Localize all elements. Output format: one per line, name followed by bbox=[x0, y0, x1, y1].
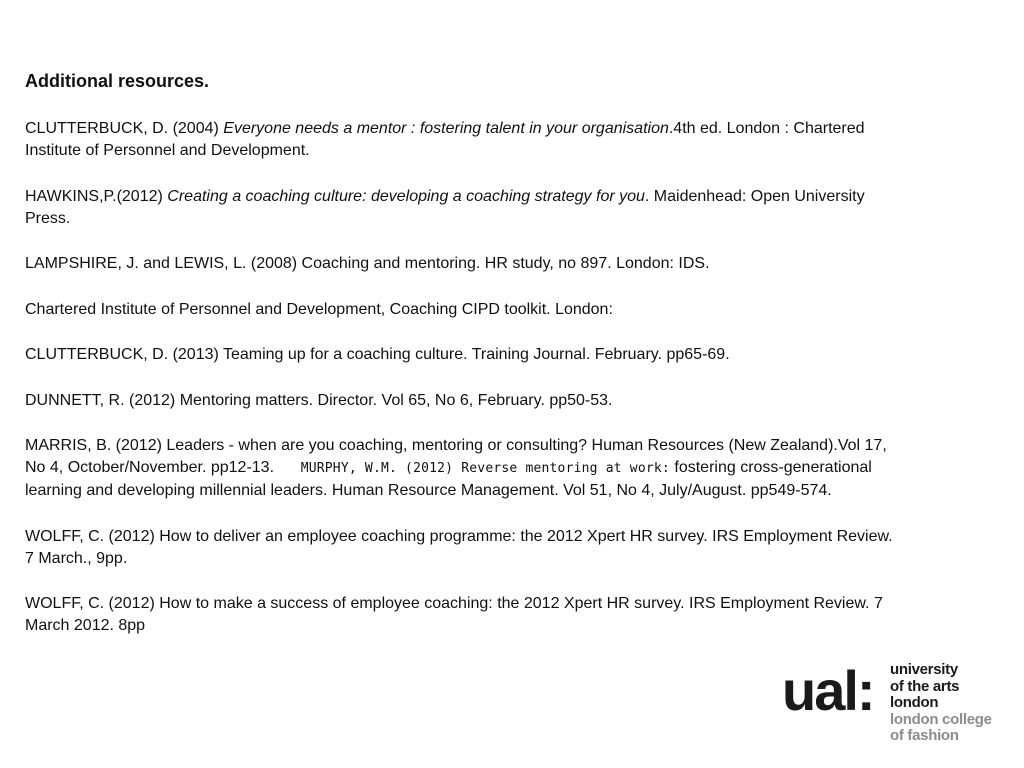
reference-list bbox=[25, 118, 905, 661]
reference-item: LAMPSHIRE, J. and LEWIS, L. (2008) Coaching and mentoring. HR study, no 897. London: IDS. bbox=[25, 255, 710, 272]
logo-line: london college bbox=[890, 710, 992, 728]
reference-item: WOLFF, C. (2012) How to make a success of employee coaching: the 2012 Xpert HR survey. IRS Employment Review. 7 March 2012. 8pp bbox=[25, 595, 883, 634]
reference-item: WOLFF, C. (2012) How to deliver an employee coaching programme: the 2012 Xpert HR survey. IRS Employment Review. 7 March., 9pp. bbox=[25, 527, 893, 567]
logo-line: of fashion bbox=[890, 727, 959, 744]
logo-line: of the arts bbox=[890, 677, 960, 695]
page-heading: Additional resources. bbox=[25, 71, 210, 91]
reference-item: HAWKINS,P.(2012) Creating a coaching culture: developing a coaching strategy for you. Maidenhead: Open University Press. bbox=[25, 187, 865, 227]
reference-item: MARRIS, B. (2012) Leaders - when are you coaching, mentoring or consulting? Human Resources (New Zealand).Vol 17, No 4, October/November. pp12-13. MURPHY, W.M. (2012) Reverse mentoring at work: fostering cross-generational learning and developing millennial leaders. Human Resource Management. Vol 51, No 4, July/August. pp549-574. bbox=[25, 437, 887, 499]
logo-line: london bbox=[890, 694, 939, 711]
ual-logo bbox=[782, 660, 1012, 750]
ual-logo-text bbox=[890, 662, 992, 745]
ual-logo-mark: ual: bbox=[782, 659, 874, 722]
logo-line: university bbox=[890, 661, 958, 678]
reference-item: CLUTTERBUCK, D. (2004) Everyone needs a mentor : fostering talent in your organisation.4th ed. London : Chartered Institute of Personnel and Development. bbox=[25, 120, 865, 159]
reference-item: DUNNETT, R. (2012) Mentoring matters. Director. Vol 65, No 6, February. pp50-53. bbox=[25, 391, 613, 409]
reference-item: Chartered Institute of Personnel and Development, Coaching CIPD toolkit. London: bbox=[25, 300, 613, 318]
pasted-reference-fragment: MURPHY, W.M. (2012) Reverse mentoring at work: bbox=[300, 461, 670, 476]
reference-item: CLUTTERBUCK, D. (2013) Teaming up for a coaching culture. Training Journal. February. pp65-69. bbox=[25, 346, 730, 363]
